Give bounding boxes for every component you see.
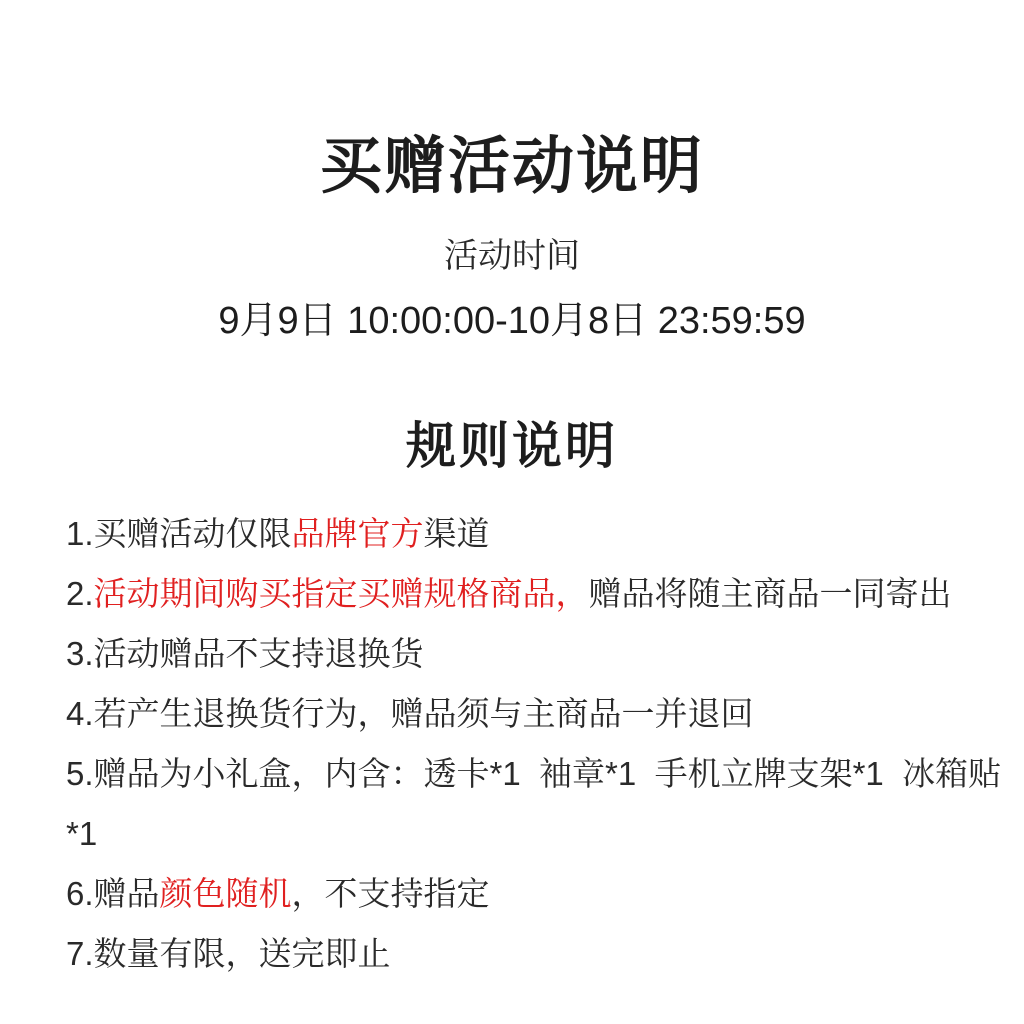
rule-highlight: 品牌官方 (291, 515, 424, 553)
rule-item-2 (66, 564, 1014, 624)
rule-text: 1.买赠活动仅限 (66, 515, 292, 553)
rule-item-6 (66, 864, 1014, 924)
rule-highlight: 颜色随机 (159, 875, 292, 913)
rule-item-7 (66, 924, 1014, 984)
rules-heading: 规则说明 (406, 418, 618, 475)
rule-item-3 (66, 624, 1014, 684)
rule-text: 5.赠品为小礼盒，内含：透卡*1 袖章*1 手机立牌支架*1 冰箱贴*1 (66, 755, 1002, 853)
rules-list (0, 504, 1024, 984)
rule-text: 2. (66, 575, 94, 613)
rule-text: 4.若产生退换货行为，赠品须与主商品一并退回 (66, 695, 754, 733)
rule-text: 6.赠品 (66, 875, 160, 913)
rule-highlight: 活动期间购买指定买赠规格商品， (93, 575, 589, 613)
rule-text: 3.活动赠品不支持退换货 (66, 635, 424, 673)
page-title: 买赠活动说明 (319, 132, 704, 201)
rule-text: ，不支持指定 (291, 875, 490, 913)
rule-text: 7.数量有限，送完即止 (66, 935, 391, 973)
activity-time-range: 9月9日 10:00:00-10月8日 23:59:59 (218, 299, 806, 342)
rule-item-4 (66, 684, 1014, 744)
rule-item-5 (66, 744, 1014, 864)
rule-text: 赠品将随主商品一同寄出 (588, 575, 952, 613)
rule-text: 渠道 (423, 515, 490, 553)
rule-item-1 (66, 504, 1014, 564)
activity-time-heading: 活动时间 (444, 237, 580, 275)
